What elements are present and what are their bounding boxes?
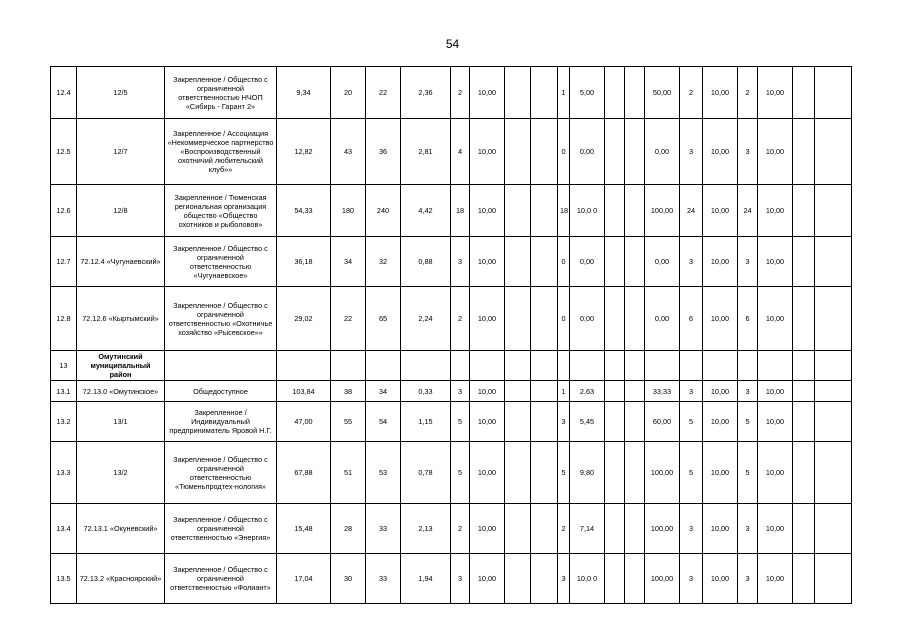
- cell-c18: [815, 442, 852, 504]
- cell-c12: 0,00: [645, 287, 680, 351]
- cell-c13: 24: [680, 185, 703, 237]
- cell-c8: 3: [558, 402, 570, 442]
- cell-c14: 10,00: [703, 119, 738, 185]
- cell-c16: 10,00: [758, 119, 793, 185]
- cell-c7: [531, 185, 558, 237]
- cell-c12: 60,00: [645, 402, 680, 442]
- cell-c11: [625, 351, 645, 381]
- cell-c1: 180: [331, 185, 366, 237]
- cell-id: 12.4: [51, 67, 77, 119]
- cell-c18: [815, 504, 852, 554]
- cell-c9: [570, 351, 605, 381]
- cell-c14: 10,00: [703, 554, 738, 604]
- table-row: [51, 287, 852, 351]
- cell-c13: 5: [680, 442, 703, 504]
- cell-c6: [505, 504, 531, 554]
- cell-c2: 53: [366, 442, 401, 504]
- cell-c4: 3: [451, 381, 470, 402]
- cell-c12: 33,33: [645, 381, 680, 402]
- cell-area: 36,18: [277, 237, 331, 287]
- cell-c4: 18: [451, 185, 470, 237]
- cell-c10: [605, 237, 625, 287]
- cell-c13: 3: [680, 381, 703, 402]
- cell-c7: [531, 351, 558, 381]
- cell-c8: 3: [558, 554, 570, 604]
- cell-c5: [470, 351, 505, 381]
- cell-c6: [505, 185, 531, 237]
- cell-c15: 3: [738, 504, 758, 554]
- cell-c12: 100,00: [645, 504, 680, 554]
- cell-c13: 6: [680, 287, 703, 351]
- table-row: [51, 402, 852, 442]
- cell-c15: 5: [738, 402, 758, 442]
- cell-c13: 3: [680, 554, 703, 604]
- cell-c11: [625, 287, 645, 351]
- cell-c3: 2,36: [401, 67, 451, 119]
- cell-c10: [605, 119, 625, 185]
- cell-c15: 6: [738, 287, 758, 351]
- cell-c12: 100,00: [645, 185, 680, 237]
- cell-c10: [605, 554, 625, 604]
- cell-name: 12/5: [77, 67, 165, 119]
- cell-name: Омутинский муниципальный район: [77, 351, 165, 381]
- cell-c11: [625, 504, 645, 554]
- cell-c3: 4,42: [401, 185, 451, 237]
- cell-c16: 10,00: [758, 402, 793, 442]
- cell-c9: 0,00: [570, 237, 605, 287]
- cell-c4: 3: [451, 554, 470, 604]
- cell-c9: 2,63: [570, 381, 605, 402]
- table-row: [51, 381, 852, 402]
- cell-c1: 38: [331, 381, 366, 402]
- cell-c7: [531, 67, 558, 119]
- cell-area: 103,84: [277, 381, 331, 402]
- cell-c3: [401, 351, 451, 381]
- cell-c3: 0,88: [401, 237, 451, 287]
- cell-type: Закрепленное / Индивидуальный предприниматель Яровой Н.Г.: [165, 402, 277, 442]
- table-row: [51, 442, 852, 504]
- cell-c1: 43: [331, 119, 366, 185]
- cell-id: 12.6: [51, 185, 77, 237]
- cell-c9: 5,00: [570, 67, 605, 119]
- cell-id: 13.4: [51, 504, 77, 554]
- table-row: [51, 67, 852, 119]
- cell-id: 13.1: [51, 381, 77, 402]
- cell-c2: 240: [366, 185, 401, 237]
- cell-type: Закрепленное / Общество с ограниченной ответственностью «Фолиант»: [165, 554, 277, 604]
- cell-c14: [703, 351, 738, 381]
- cell-c18: [815, 351, 852, 381]
- cell-c10: [605, 351, 625, 381]
- cell-id: 13.3: [51, 442, 77, 504]
- cell-name: 72.13.0 «Омутинское»: [77, 381, 165, 402]
- cell-c17: [793, 119, 815, 185]
- cell-c1: [331, 351, 366, 381]
- cell-c17: [793, 287, 815, 351]
- cell-c17: [793, 185, 815, 237]
- cell-c16: 10,00: [758, 554, 793, 604]
- cell-c3: 1,15: [401, 402, 451, 442]
- cell-c7: [531, 119, 558, 185]
- cell-id: 13: [51, 351, 77, 381]
- cell-c6: [505, 237, 531, 287]
- cell-area: 29,02: [277, 287, 331, 351]
- cell-area: 54,33: [277, 185, 331, 237]
- cell-c11: [625, 119, 645, 185]
- cell-area: 67,88: [277, 442, 331, 504]
- cell-c17: [793, 351, 815, 381]
- cell-c17: [793, 442, 815, 504]
- cell-c5: 10,00: [470, 67, 505, 119]
- cell-area: 12,82: [277, 119, 331, 185]
- cell-c13: 3: [680, 119, 703, 185]
- cell-c17: [793, 504, 815, 554]
- cell-c12: 100,00: [645, 554, 680, 604]
- cell-area: [277, 351, 331, 381]
- cell-c14: 10,00: [703, 381, 738, 402]
- cell-c13: 3: [680, 237, 703, 287]
- cell-c7: [531, 402, 558, 442]
- cell-c13: 5: [680, 402, 703, 442]
- cell-c10: [605, 287, 625, 351]
- cell-id: 13.2: [51, 402, 77, 442]
- cell-c16: 10,00: [758, 504, 793, 554]
- cell-c5: 10,00: [470, 442, 505, 504]
- cell-c16: 10,00: [758, 67, 793, 119]
- cell-c16: 10,00: [758, 237, 793, 287]
- table-row: [51, 185, 852, 237]
- cell-c14: 10,00: [703, 67, 738, 119]
- cell-c10: [605, 504, 625, 554]
- cell-c16: 10,00: [758, 185, 793, 237]
- cell-c18: [815, 185, 852, 237]
- cell-c17: [793, 402, 815, 442]
- cell-c8: 18: [558, 185, 570, 237]
- cell-type: Общедоступное: [165, 381, 277, 402]
- cell-c6: [505, 554, 531, 604]
- cell-id: 12.8: [51, 287, 77, 351]
- cell-c16: 10,00: [758, 381, 793, 402]
- cell-c15: 5: [738, 442, 758, 504]
- table-row: [51, 237, 852, 287]
- cell-name: 72.13.1 «Окуневский»: [77, 504, 165, 554]
- cell-c9: 7,14: [570, 504, 605, 554]
- cell-c4: 2: [451, 287, 470, 351]
- cell-c11: [625, 442, 645, 504]
- cell-c14: 10,00: [703, 402, 738, 442]
- cell-c8: 1: [558, 67, 570, 119]
- cell-c17: [793, 381, 815, 402]
- cell-type: Закрепленное / Общество с ограниченной ответственностью НЧОП «Сибирь - Гарант 2»: [165, 67, 277, 119]
- cell-name: 72.12.4 «Чугунаевский»: [77, 237, 165, 287]
- cell-c11: [625, 381, 645, 402]
- cell-id: 12.5: [51, 119, 77, 185]
- cell-type: Закрепленное / Общество с ограниченной ответственностью «Чугунаевское»: [165, 237, 277, 287]
- cell-c4: [451, 351, 470, 381]
- cell-c11: [625, 402, 645, 442]
- cell-c11: [625, 554, 645, 604]
- cell-c13: [680, 351, 703, 381]
- cell-c14: 10,00: [703, 442, 738, 504]
- cell-c9: 9,80: [570, 442, 605, 504]
- cell-c18: [815, 67, 852, 119]
- table-row: [51, 351, 852, 381]
- cell-c2: 36: [366, 119, 401, 185]
- cell-c7: [531, 287, 558, 351]
- cell-c10: [605, 381, 625, 402]
- table-row: [51, 119, 852, 185]
- hunting-grounds-table: [50, 66, 852, 604]
- cell-c5: 10,00: [470, 402, 505, 442]
- cell-id: 13.5: [51, 554, 77, 604]
- cell-c9: 10,0 0: [570, 554, 605, 604]
- cell-c12: [645, 351, 680, 381]
- cell-c10: [605, 442, 625, 504]
- cell-c15: [738, 351, 758, 381]
- cell-c1: 55: [331, 402, 366, 442]
- cell-c2: 33: [366, 504, 401, 554]
- cell-c6: [505, 119, 531, 185]
- cell-name: 12/7: [77, 119, 165, 185]
- cell-type: Закрепленное / Тюменская региональная организация общество «Общество охотников и рыболовов»: [165, 185, 277, 237]
- cell-area: 9,34: [277, 67, 331, 119]
- cell-c12: 50,00: [645, 67, 680, 119]
- cell-area: 47,00: [277, 402, 331, 442]
- cell-c15: 3: [738, 237, 758, 287]
- cell-c14: 10,00: [703, 185, 738, 237]
- cell-c7: [531, 442, 558, 504]
- cell-c18: [815, 287, 852, 351]
- cell-c18: [815, 381, 852, 402]
- cell-c8: 0: [558, 287, 570, 351]
- cell-id: 12.7: [51, 237, 77, 287]
- cell-c4: 3: [451, 237, 470, 287]
- cell-c9: 0,00: [570, 119, 605, 185]
- cell-c12: 0,00: [645, 237, 680, 287]
- cell-c17: [793, 554, 815, 604]
- cell-c3: 1,94: [401, 554, 451, 604]
- cell-type: Закрепленное / Общество с ограниченной ответственностью «Охотничье хозяйство «Рысевское»»: [165, 287, 277, 351]
- cell-c18: [815, 119, 852, 185]
- cell-c11: [625, 67, 645, 119]
- cell-c3: 0,33: [401, 381, 451, 402]
- cell-c7: [531, 237, 558, 287]
- cell-c3: 2,24: [401, 287, 451, 351]
- cell-name: 13/2: [77, 442, 165, 504]
- cell-c18: [815, 237, 852, 287]
- cell-c14: 10,00: [703, 504, 738, 554]
- cell-type: [165, 351, 277, 381]
- cell-c8: 0: [558, 119, 570, 185]
- cell-c5: 10,00: [470, 504, 505, 554]
- cell-c15: 2: [738, 67, 758, 119]
- cell-c5: 10,00: [470, 287, 505, 351]
- cell-c4: 2: [451, 67, 470, 119]
- cell-c15: 3: [738, 381, 758, 402]
- cell-c16: 10,00: [758, 287, 793, 351]
- cell-c10: [605, 67, 625, 119]
- cell-area: 15,48: [277, 504, 331, 554]
- cell-c9: 10,0 0: [570, 185, 605, 237]
- cell-area: 17,04: [277, 554, 331, 604]
- cell-c9: 5,45: [570, 402, 605, 442]
- cell-c1: 20: [331, 67, 366, 119]
- cell-c8: 1: [558, 381, 570, 402]
- table-row: [51, 504, 852, 554]
- cell-name: 72.12.6 «Кыртымский»: [77, 287, 165, 351]
- cell-c1: 30: [331, 554, 366, 604]
- cell-c13: 2: [680, 67, 703, 119]
- cell-c17: [793, 67, 815, 119]
- cell-c6: [505, 67, 531, 119]
- cell-type: Закрепленное / Общество с ограниченной ответственностью «Тюменьпродтех-нология»: [165, 442, 277, 504]
- cell-c11: [625, 185, 645, 237]
- cell-c15: 24: [738, 185, 758, 237]
- cell-c7: [531, 554, 558, 604]
- cell-c4: 2: [451, 504, 470, 554]
- cell-c2: 22: [366, 67, 401, 119]
- cell-c16: 10,00: [758, 442, 793, 504]
- cell-c1: 28: [331, 504, 366, 554]
- cell-c14: 10,00: [703, 237, 738, 287]
- cell-c10: [605, 402, 625, 442]
- cell-c12: 100,00: [645, 442, 680, 504]
- cell-c5: 10,00: [470, 237, 505, 287]
- cell-c6: [505, 351, 531, 381]
- cell-c2: 34: [366, 381, 401, 402]
- cell-c16: [758, 351, 793, 381]
- cell-c8: 0: [558, 237, 570, 287]
- cell-c3: 2,81: [401, 119, 451, 185]
- cell-c3: 0,78: [401, 442, 451, 504]
- cell-c13: 3: [680, 504, 703, 554]
- cell-c11: [625, 237, 645, 287]
- cell-c7: [531, 381, 558, 402]
- cell-name: 13/1: [77, 402, 165, 442]
- cell-c15: 3: [738, 119, 758, 185]
- cell-c6: [505, 287, 531, 351]
- cell-c15: 3: [738, 554, 758, 604]
- cell-c8: 2: [558, 504, 570, 554]
- cell-c6: [505, 442, 531, 504]
- cell-c7: [531, 504, 558, 554]
- cell-name: 12/8: [77, 185, 165, 237]
- cell-c9: 0,00: [570, 287, 605, 351]
- cell-c12: 0,00: [645, 119, 680, 185]
- cell-c2: 65: [366, 287, 401, 351]
- cell-c5: 10,00: [470, 381, 505, 402]
- cell-c14: 10,00: [703, 287, 738, 351]
- cell-c8: 5: [558, 442, 570, 504]
- cell-type: Закрепленное / Ассоциация «Некоммерческое партнерство «Воспроизводственный охотничий любительский клуб»»: [165, 119, 277, 185]
- cell-c2: 33: [366, 554, 401, 604]
- cell-c18: [815, 402, 852, 442]
- cell-c4: 4: [451, 119, 470, 185]
- cell-c4: 5: [451, 402, 470, 442]
- cell-c17: [793, 237, 815, 287]
- cell-name: 72.13.2 «Красноярский»: [77, 554, 165, 604]
- cell-c6: [505, 402, 531, 442]
- cell-c10: [605, 185, 625, 237]
- cell-c5: 10,00: [470, 119, 505, 185]
- cell-c2: [366, 351, 401, 381]
- cell-c1: 51: [331, 442, 366, 504]
- cell-c4: 5: [451, 442, 470, 504]
- cell-type: Закрепленное / Общество с ограниченной ответственностью «Энергия»: [165, 504, 277, 554]
- cell-c5: 10,00: [470, 185, 505, 237]
- cell-c2: 32: [366, 237, 401, 287]
- cell-c2: 54: [366, 402, 401, 442]
- cell-c18: [815, 554, 852, 604]
- cell-c1: 22: [331, 287, 366, 351]
- cell-c6: [505, 381, 531, 402]
- cell-c1: 34: [331, 237, 366, 287]
- table-row: [51, 554, 852, 604]
- cell-c3: 2,13: [401, 504, 451, 554]
- cell-c5: 10,00: [470, 554, 505, 604]
- cell-c8: [558, 351, 570, 381]
- page-number: 54: [445, 37, 460, 51]
